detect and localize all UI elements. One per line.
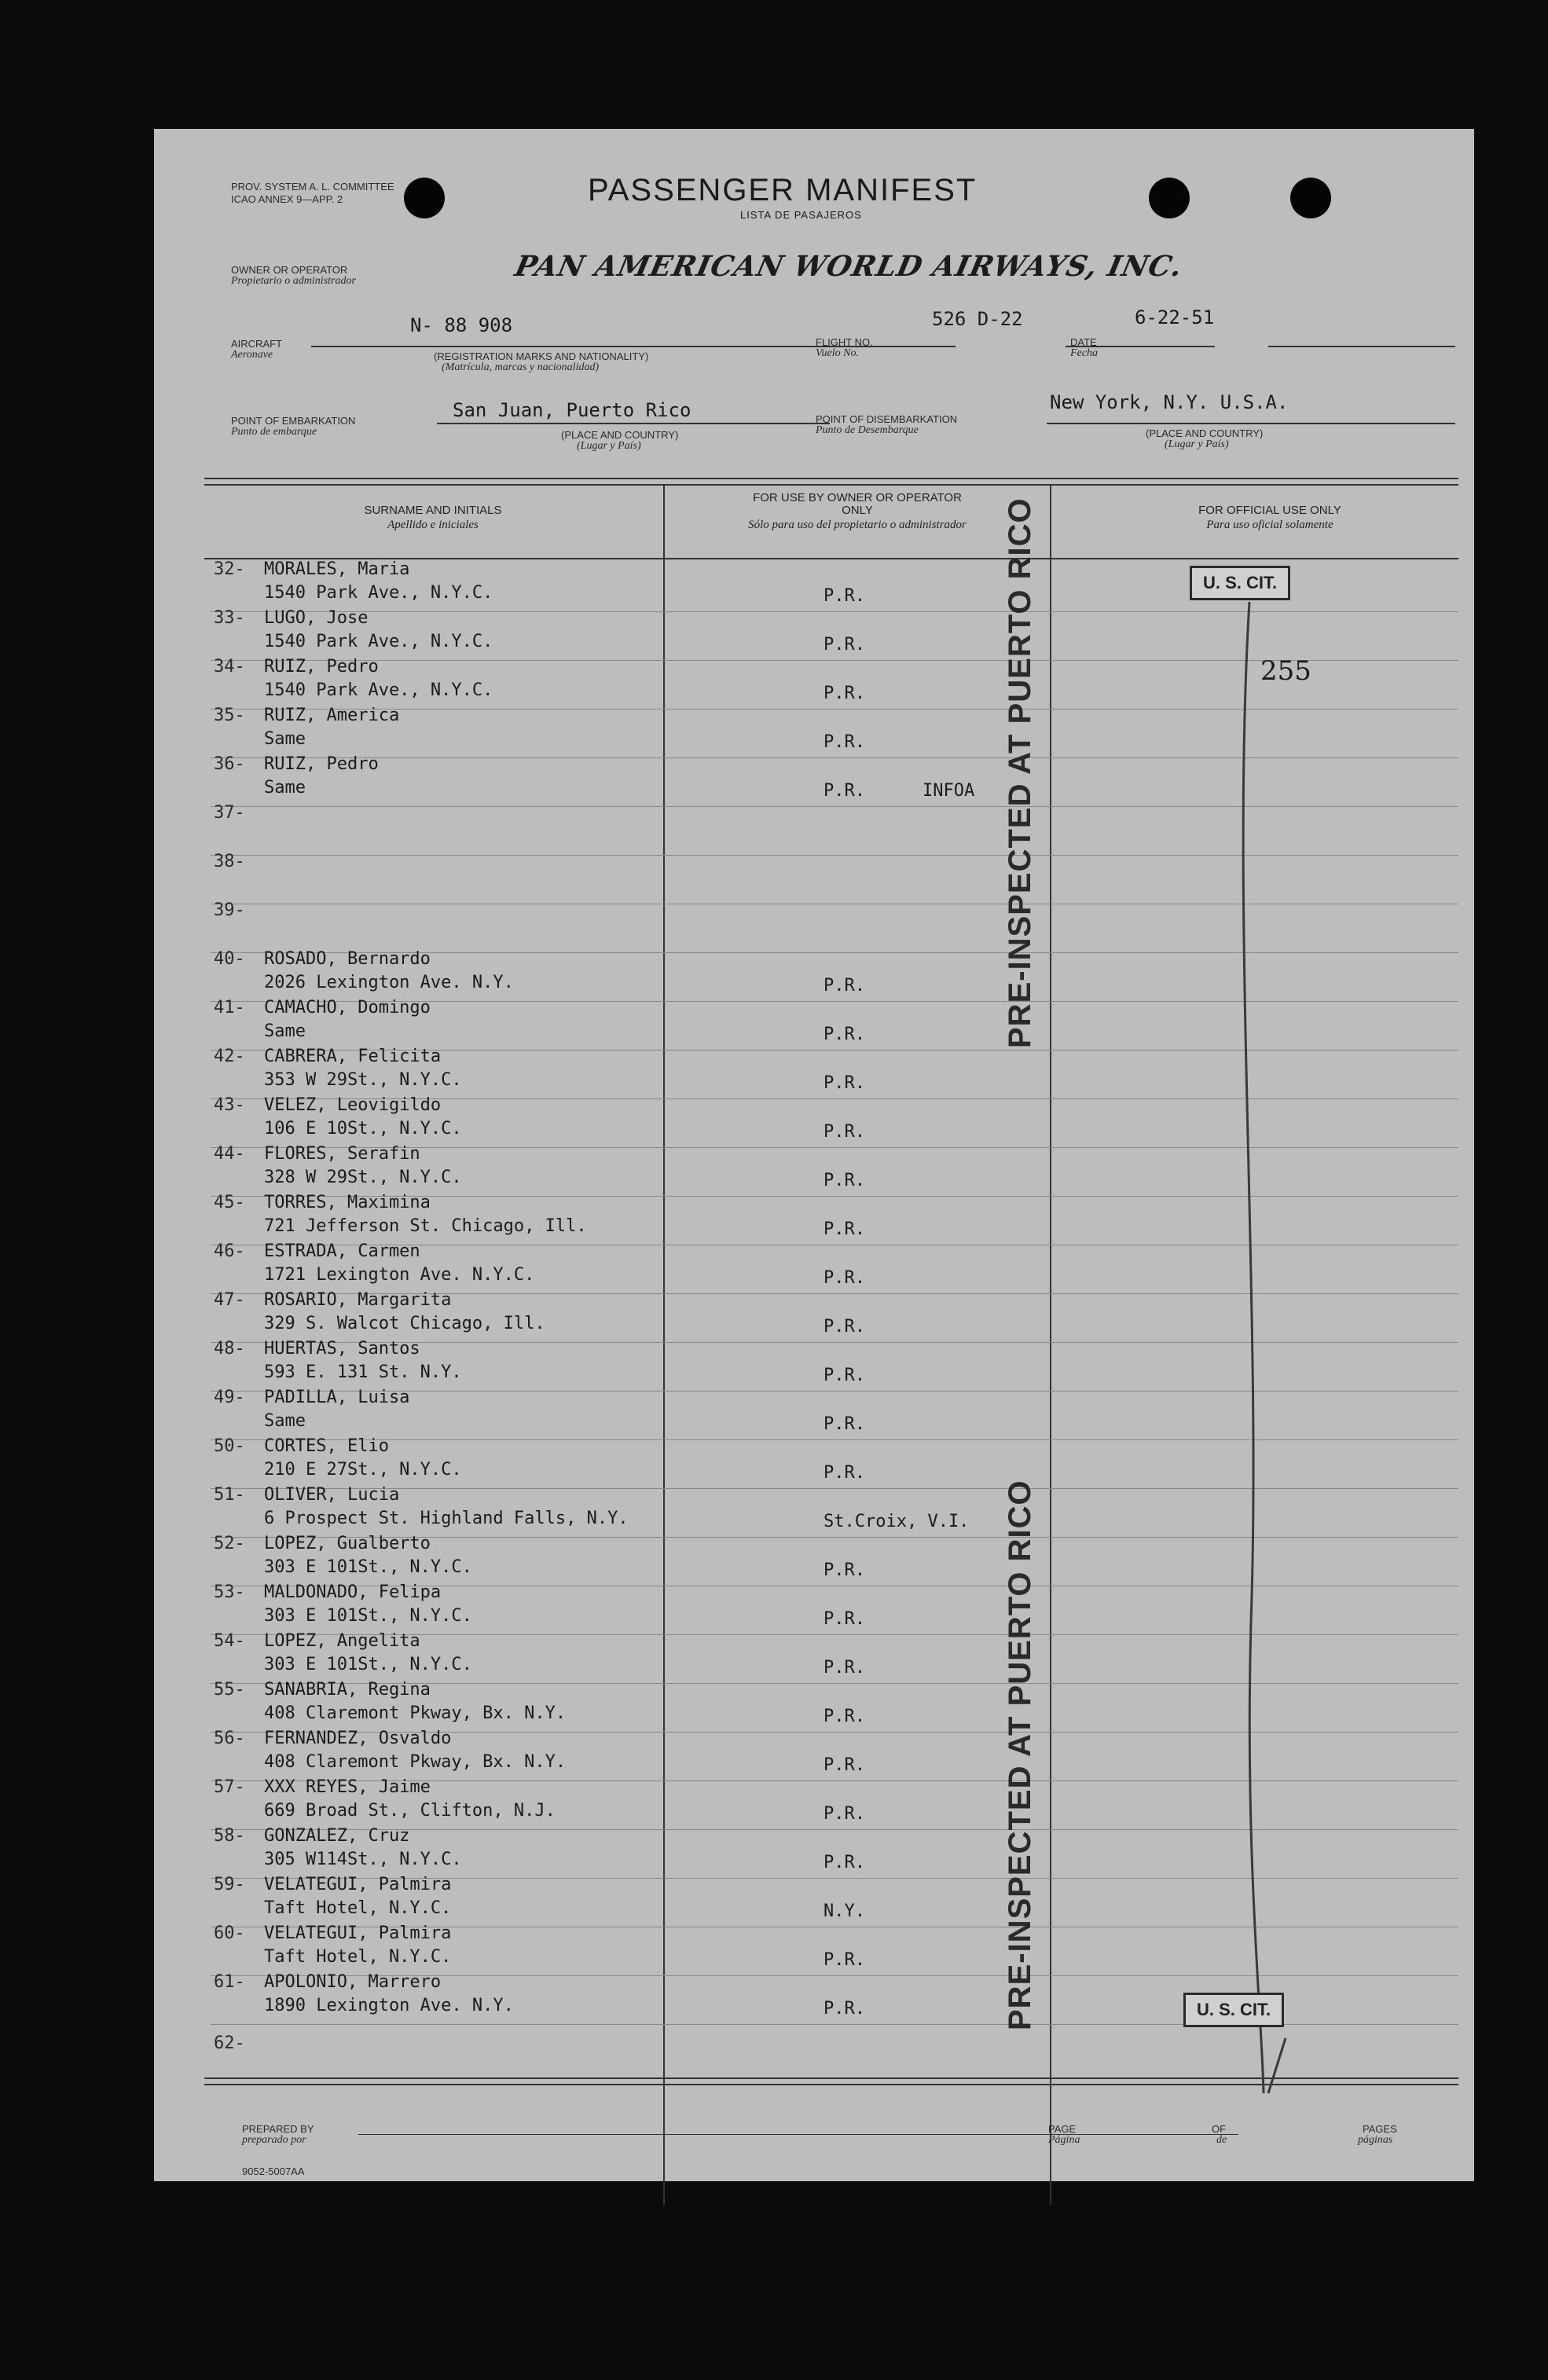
passenger-name: RUIZ, Pedro <box>264 754 379 774</box>
page-title: PASSENGER MANIFEST <box>588 173 978 207</box>
row-number: 40- <box>214 949 245 969</box>
passenger-address: 328 W 29St., N.Y.C. <box>264 1168 462 1187</box>
passenger-address: 353 W 29St., N.Y.C. <box>264 1070 462 1090</box>
origin-code: P.R. <box>824 1707 865 1726</box>
origin-code: P.R. <box>824 1853 865 1872</box>
date-line <box>1268 346 1455 347</box>
owner-value: PAN AMERICAN WORLD AIRWAYS, INC. <box>512 250 1187 283</box>
row-number: 60- <box>214 1923 245 1943</box>
page-subtitle: LISTA DE PASAJEROS <box>740 209 862 221</box>
origin-code: P.R. <box>824 1755 865 1775</box>
passenger-address: 329 S. Walcot Chicago, Ill. <box>264 1314 545 1333</box>
passenger-address: Taft Hotel, N.Y.C. <box>264 1898 452 1918</box>
aircraft-note: (REGISTRATION MARKS AND NATIONALITY) <box>434 350 649 362</box>
punch-hole <box>1149 178 1190 218</box>
origin-code: P.R. <box>824 635 865 655</box>
passenger-name: RUIZ, America <box>264 706 400 725</box>
origin-code: P.R. <box>824 1609 865 1629</box>
passenger-name: MORALES, Maria <box>264 559 410 579</box>
flight-label-es: Vuelo No. <box>816 347 859 359</box>
row-number: 52- <box>214 1534 245 1553</box>
row-number: 50- <box>214 1436 245 1456</box>
passenger-name: CORTES, Elio <box>264 1436 389 1456</box>
footer-line <box>358 2134 1238 2135</box>
passenger-name: VELEZ, Leovigildo <box>264 1095 442 1115</box>
table-top-rule <box>204 478 1458 479</box>
origin-code: P.R. <box>824 1317 865 1337</box>
flight-value: 526 D-22 <box>932 308 1023 330</box>
passenger-count: 255 <box>1260 655 1311 687</box>
origin-code: P.R. <box>824 1171 865 1190</box>
form-ref-line: PROV. SYSTEM A. L. COMMITTEE <box>231 181 394 193</box>
punch-hole <box>404 178 445 218</box>
passenger-address: 669 Broad St., Clifton, N.J. <box>264 1801 556 1821</box>
us-cit-stamp: U. S. CIT. <box>1183 1993 1284 2027</box>
passenger-address: Taft Hotel, N.Y.C. <box>264 1947 452 1967</box>
passenger-address: 2026 Lexington Ave. N.Y. <box>264 973 514 992</box>
embark-note-es: (Lugar y País) <box>577 440 641 452</box>
passenger-address: 303 E 101St., N.Y.C. <box>264 1655 472 1674</box>
passenger-address: 1540 Park Ave., N.Y.C. <box>264 680 493 700</box>
origin-code: N.Y. <box>824 1901 865 1921</box>
embark-line <box>437 423 830 424</box>
aircraft-value: N- 88 908 <box>410 314 513 336</box>
flight-label: FLIGHT NO. <box>816 336 873 348</box>
row-number: 54- <box>214 1631 245 1651</box>
origin-code: P.R. <box>824 1804 865 1824</box>
pages-label: PAGES <box>1363 2123 1397 2135</box>
row-number: 53- <box>214 1582 245 1602</box>
disembark-note-es: (Lugar y País) <box>1165 438 1229 450</box>
row-number: 37- <box>214 803 245 823</box>
row-number: 57- <box>214 1777 245 1797</box>
table-top-rule <box>204 484 1458 486</box>
embark-value: San Juan, Puerto Rico <box>453 399 691 421</box>
origin-code: P.R. <box>824 684 865 703</box>
passenger-address: 721 Jefferson St. Chicago, Ill. <box>264 1216 587 1236</box>
passenger-name: CABRERA, Felicita <box>264 1047 442 1066</box>
passenger-address: Same <box>264 778 306 798</box>
passenger-address: 106 E 10St., N.Y.C. <box>264 1119 462 1139</box>
embark-label-es: Punto de embarque <box>231 426 317 438</box>
passenger-name: TORRES, Maximina <box>264 1193 431 1212</box>
row-number: 32- <box>214 559 245 579</box>
origin-code: P.R. <box>824 1268 865 1288</box>
passenger-name: LOPEZ, Angelita <box>264 1631 420 1651</box>
column-header-surname: SURNAME AND INITIALS <box>364 504 502 517</box>
of-label-es: de <box>1216 2134 1227 2146</box>
column-header-official-use-es: Para uso oficial solamente <box>1206 519 1333 531</box>
origin-code: P.R. <box>824 1414 865 1434</box>
embark-note: (PLACE AND COUNTRY) <box>561 429 679 441</box>
passenger-name: MALDONADO, Felipa <box>264 1582 442 1602</box>
row-number: 38- <box>214 852 245 871</box>
passenger-name: SANABRIA, Regina <box>264 1680 431 1700</box>
passenger-name: ROSADO, Bernardo <box>264 949 431 969</box>
origin-code: St.Croix, V.I. <box>824 1512 970 1531</box>
origin-code: P.R. <box>824 976 865 996</box>
column-header-surname-es: Apellido e iniciales <box>387 519 479 531</box>
column-header-owner-use-es: Sólo para uso del propietario o administrador <box>748 519 967 531</box>
owner-label: OWNER OR OPERATOR <box>231 264 348 276</box>
passenger-address: 408 Claremont Pkway, Bx. N.Y. <box>264 1752 567 1772</box>
of-label: OF <box>1212 2123 1227 2135</box>
column-divider <box>1050 484 1051 2205</box>
passenger-name: VELATEGUI, Palmira <box>264 1923 452 1943</box>
page-label: PAGE <box>1048 2123 1077 2135</box>
origin-code: P.R. <box>824 1999 865 2019</box>
passenger-name: XXX REYES, Jaime <box>264 1777 431 1797</box>
origin-code: P.R. <box>824 1950 865 1970</box>
row-number: 45- <box>214 1193 245 1212</box>
origin-code: P.R. <box>824 1560 865 1580</box>
aircraft-label: AIRCRAFT <box>231 338 282 350</box>
us-cit-stamp: U. S. CIT. <box>1190 566 1290 600</box>
origin-code: P.R. <box>824 1366 865 1385</box>
row-number: 35- <box>214 706 245 725</box>
pages-label-es: páginas <box>1358 2134 1393 2146</box>
origin-code: P.R. <box>824 1658 865 1678</box>
origin-code: P.R. <box>824 1025 865 1044</box>
disembark-label: POINT OF DISEMBARKATION <box>816 413 958 425</box>
passenger-name: VELATEGUI, Palmira <box>264 1875 452 1894</box>
row-number: 58- <box>214 1826 245 1846</box>
row-number: 46- <box>214 1241 245 1261</box>
aircraft-note-es: (Matrícula, marcas y nacionalidad) <box>442 361 600 373</box>
passenger-name: HUERTAS, Santos <box>264 1339 420 1359</box>
row-number: 44- <box>214 1144 245 1164</box>
passenger-address: 210 E 27St., N.Y.C. <box>264 1460 462 1480</box>
row-number: 51- <box>214 1485 245 1505</box>
preinspected-stamp: PRE-INSPECTED AT PUERTO RICO <box>1003 1480 1037 2030</box>
passenger-address: 1890 Lexington Ave. N.Y. <box>264 1996 514 2015</box>
row-number: 48- <box>214 1339 245 1359</box>
passenger-name: CAMACHO, Domingo <box>264 998 431 1018</box>
disembark-line <box>1047 423 1455 424</box>
passenger-address: Same <box>264 1411 306 1431</box>
row-number: 41- <box>214 998 245 1018</box>
origin-code: P.R. <box>824 1463 865 1483</box>
passenger-name: APOLONIO, Marrero <box>264 1972 442 1992</box>
row-number: 62- <box>214 2033 245 2053</box>
date-value: 6-22-51 <box>1135 306 1215 328</box>
row-number: 55- <box>214 1680 245 1700</box>
row-number: 47- <box>214 1290 245 1310</box>
row-number: 39- <box>214 900 245 920</box>
ditto-line <box>1223 600 1317 2125</box>
passenger-address: 303 E 101St., N.Y.C. <box>264 1606 472 1626</box>
prepared-by-label: PREPARED BY <box>242 2123 314 2135</box>
passenger-address: 408 Claremont Pkway, Bx. N.Y. <box>264 1703 567 1723</box>
manifest-sheet <box>154 129 1474 2181</box>
embark-label: POINT OF EMBARKATION <box>231 415 356 427</box>
origin-code: P.R. <box>824 1073 865 1093</box>
row-number: 33- <box>214 608 245 628</box>
passenger-name: ROSARIO, Margarita <box>264 1290 452 1310</box>
owner-label-es: Propietario o administrador <box>231 275 356 287</box>
passenger-address: 1540 Park Ave., N.Y.C. <box>264 583 493 603</box>
passenger-name: RUIZ, Pedro <box>264 657 379 677</box>
passenger-address: Same <box>264 1021 306 1041</box>
passenger-name: OLIVER, Lucia <box>264 1485 400 1505</box>
origin-code: P.R. <box>824 586 865 606</box>
column-header-official-use: FOR OFFICIAL USE ONLY <box>1198 504 1341 517</box>
date-label-es: Fecha <box>1070 347 1098 359</box>
row-number: 59- <box>214 1875 245 1894</box>
passenger-address: 6 Prospect St. Highland Falls, N.Y. <box>264 1509 629 1528</box>
passenger-name: ESTRADA, Carmen <box>264 1241 420 1261</box>
row-number: 49- <box>214 1388 245 1407</box>
row-number: 34- <box>214 657 245 677</box>
passenger-address: 303 E 101St., N.Y.C. <box>264 1557 472 1577</box>
passenger-name: GONZALEZ, Cruz <box>264 1826 410 1846</box>
preinspected-stamp: PRE-INSPECTED AT PUERTO RICO <box>1003 497 1037 1048</box>
origin-code: P.R. <box>824 1122 865 1142</box>
form-number: 9052-5007AA <box>242 2165 305 2177</box>
row-number: 42- <box>214 1047 245 1066</box>
column-divider <box>663 484 665 2205</box>
passenger-address: 593 E. 131 St. N.Y. <box>264 1362 462 1382</box>
disembark-value: New York, N.Y. U.S.A. <box>1050 391 1289 413</box>
row-number: 43- <box>214 1095 245 1115</box>
punch-hole <box>1290 178 1331 218</box>
passenger-address: Same <box>264 729 306 749</box>
owner-note: INFOA <box>923 781 975 801</box>
date-label: DATE <box>1070 336 1097 348</box>
origin-code: P.R. <box>824 732 865 752</box>
origin-code: P.R. <box>824 1219 865 1239</box>
row-number: 36- <box>214 754 245 774</box>
disembark-note: (PLACE AND COUNTRY) <box>1146 427 1264 439</box>
column-header-owner-use: FOR USE BY OWNER OR OPERATOR ONLY <box>753 491 962 517</box>
passenger-name: LOPEZ, Gualberto <box>264 1534 431 1553</box>
passenger-address: 305 W114St., N.Y.C. <box>264 1850 462 1869</box>
passenger-name: PADILLA, Luisa <box>264 1388 410 1407</box>
row-number: 56- <box>214 1729 245 1748</box>
origin-code: P.R. <box>824 781 865 801</box>
passenger-address: 1540 Park Ave., N.Y.C. <box>264 632 493 651</box>
aircraft-label-es: Aeronave <box>231 349 273 361</box>
disembark-label-es: Punto de Desembarque <box>816 424 919 436</box>
prepared-by-label-es: preparado por <box>242 2134 306 2146</box>
passenger-address: 1721 Lexington Ave. N.Y.C. <box>264 1265 535 1285</box>
passenger-name: FLORES, Serafin <box>264 1144 420 1164</box>
passenger-name: FERNANDEZ, Osvaldo <box>264 1729 452 1748</box>
form-ref-line: ICAO ANNEX 9—APP. 2 <box>231 193 343 205</box>
row-number: 61- <box>214 1972 245 1992</box>
passenger-name: LUGO, Jose <box>264 608 369 628</box>
page-label-es: Página <box>1048 2134 1080 2146</box>
